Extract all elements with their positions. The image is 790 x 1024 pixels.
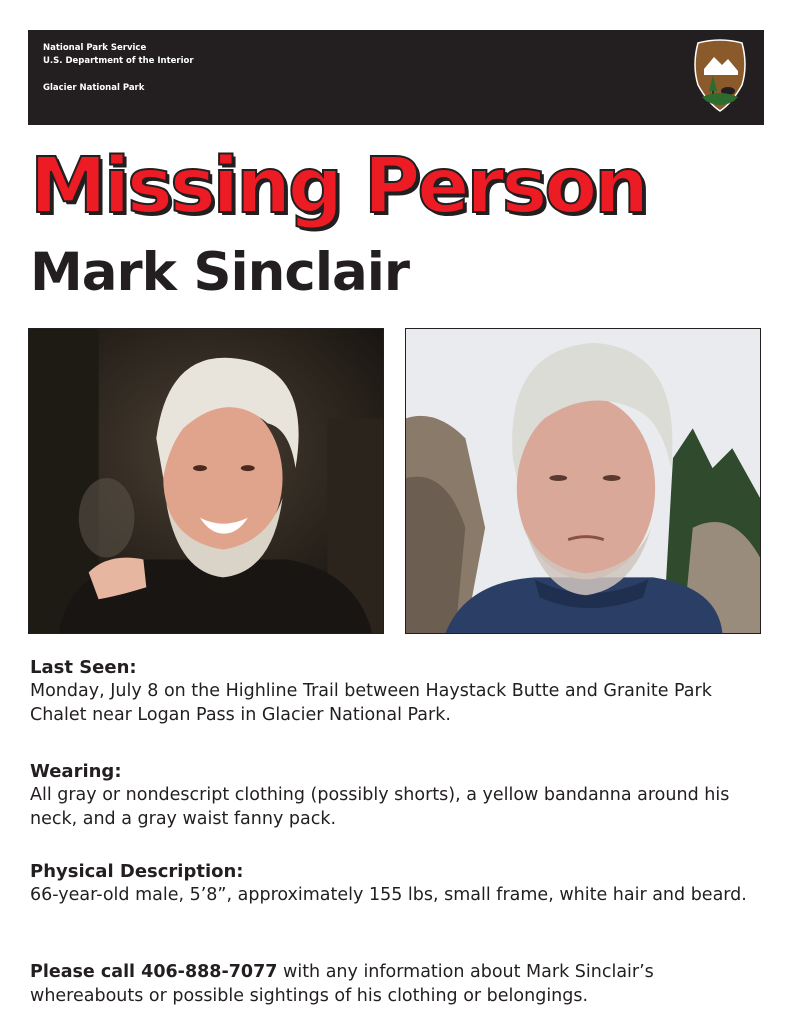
call-to-action <box>30 960 770 1008</box>
last-seen-label: Last Seen: <box>30 657 137 678</box>
call-phone-number: Please call 406-888-7077 <box>30 962 278 982</box>
call-instructions: with any information about Mark Sinclair’s whereabouts or possible sightings of his clothing or belongings. <box>30 962 654 1006</box>
physical-description-label: Physical Description: <box>30 861 244 882</box>
park-name: Glacier National Park <box>43 83 145 93</box>
wearing-section <box>30 760 770 831</box>
physical-description-section <box>30 860 770 907</box>
wearing-label: Wearing: <box>30 761 122 782</box>
nps-arrowhead-icon <box>692 39 748 113</box>
physical-description-text: 66-year-old male, 5’8”, approximately 155 lbs, small frame, white hair and beard. <box>30 885 747 905</box>
photo-indoor <box>28 328 384 634</box>
nps-header-bar <box>28 30 764 125</box>
photo-outdoor <box>405 328 761 634</box>
person-photo-1-image <box>29 329 383 633</box>
last-seen-text: Monday, July 8 on the Highline Trail between Haystack Butte and Granite Park Chalet near Logan Pass in Glacier National Park. <box>30 681 712 725</box>
missing-person-title: Missing Person <box>30 142 646 231</box>
agency-name: National Park Service <box>43 43 147 53</box>
last-seen-section <box>30 656 770 727</box>
agency-block <box>43 42 194 68</box>
person-name: Mark Sinclair <box>30 242 410 303</box>
department-name: U.S. Department of the Interior <box>43 56 194 66</box>
person-photo-2-image <box>406 329 760 633</box>
wearing-text: All gray or nondescript clothing (possibly shorts), a yellow bandanna around his neck, and a gray waist fanny pack. <box>30 785 730 829</box>
